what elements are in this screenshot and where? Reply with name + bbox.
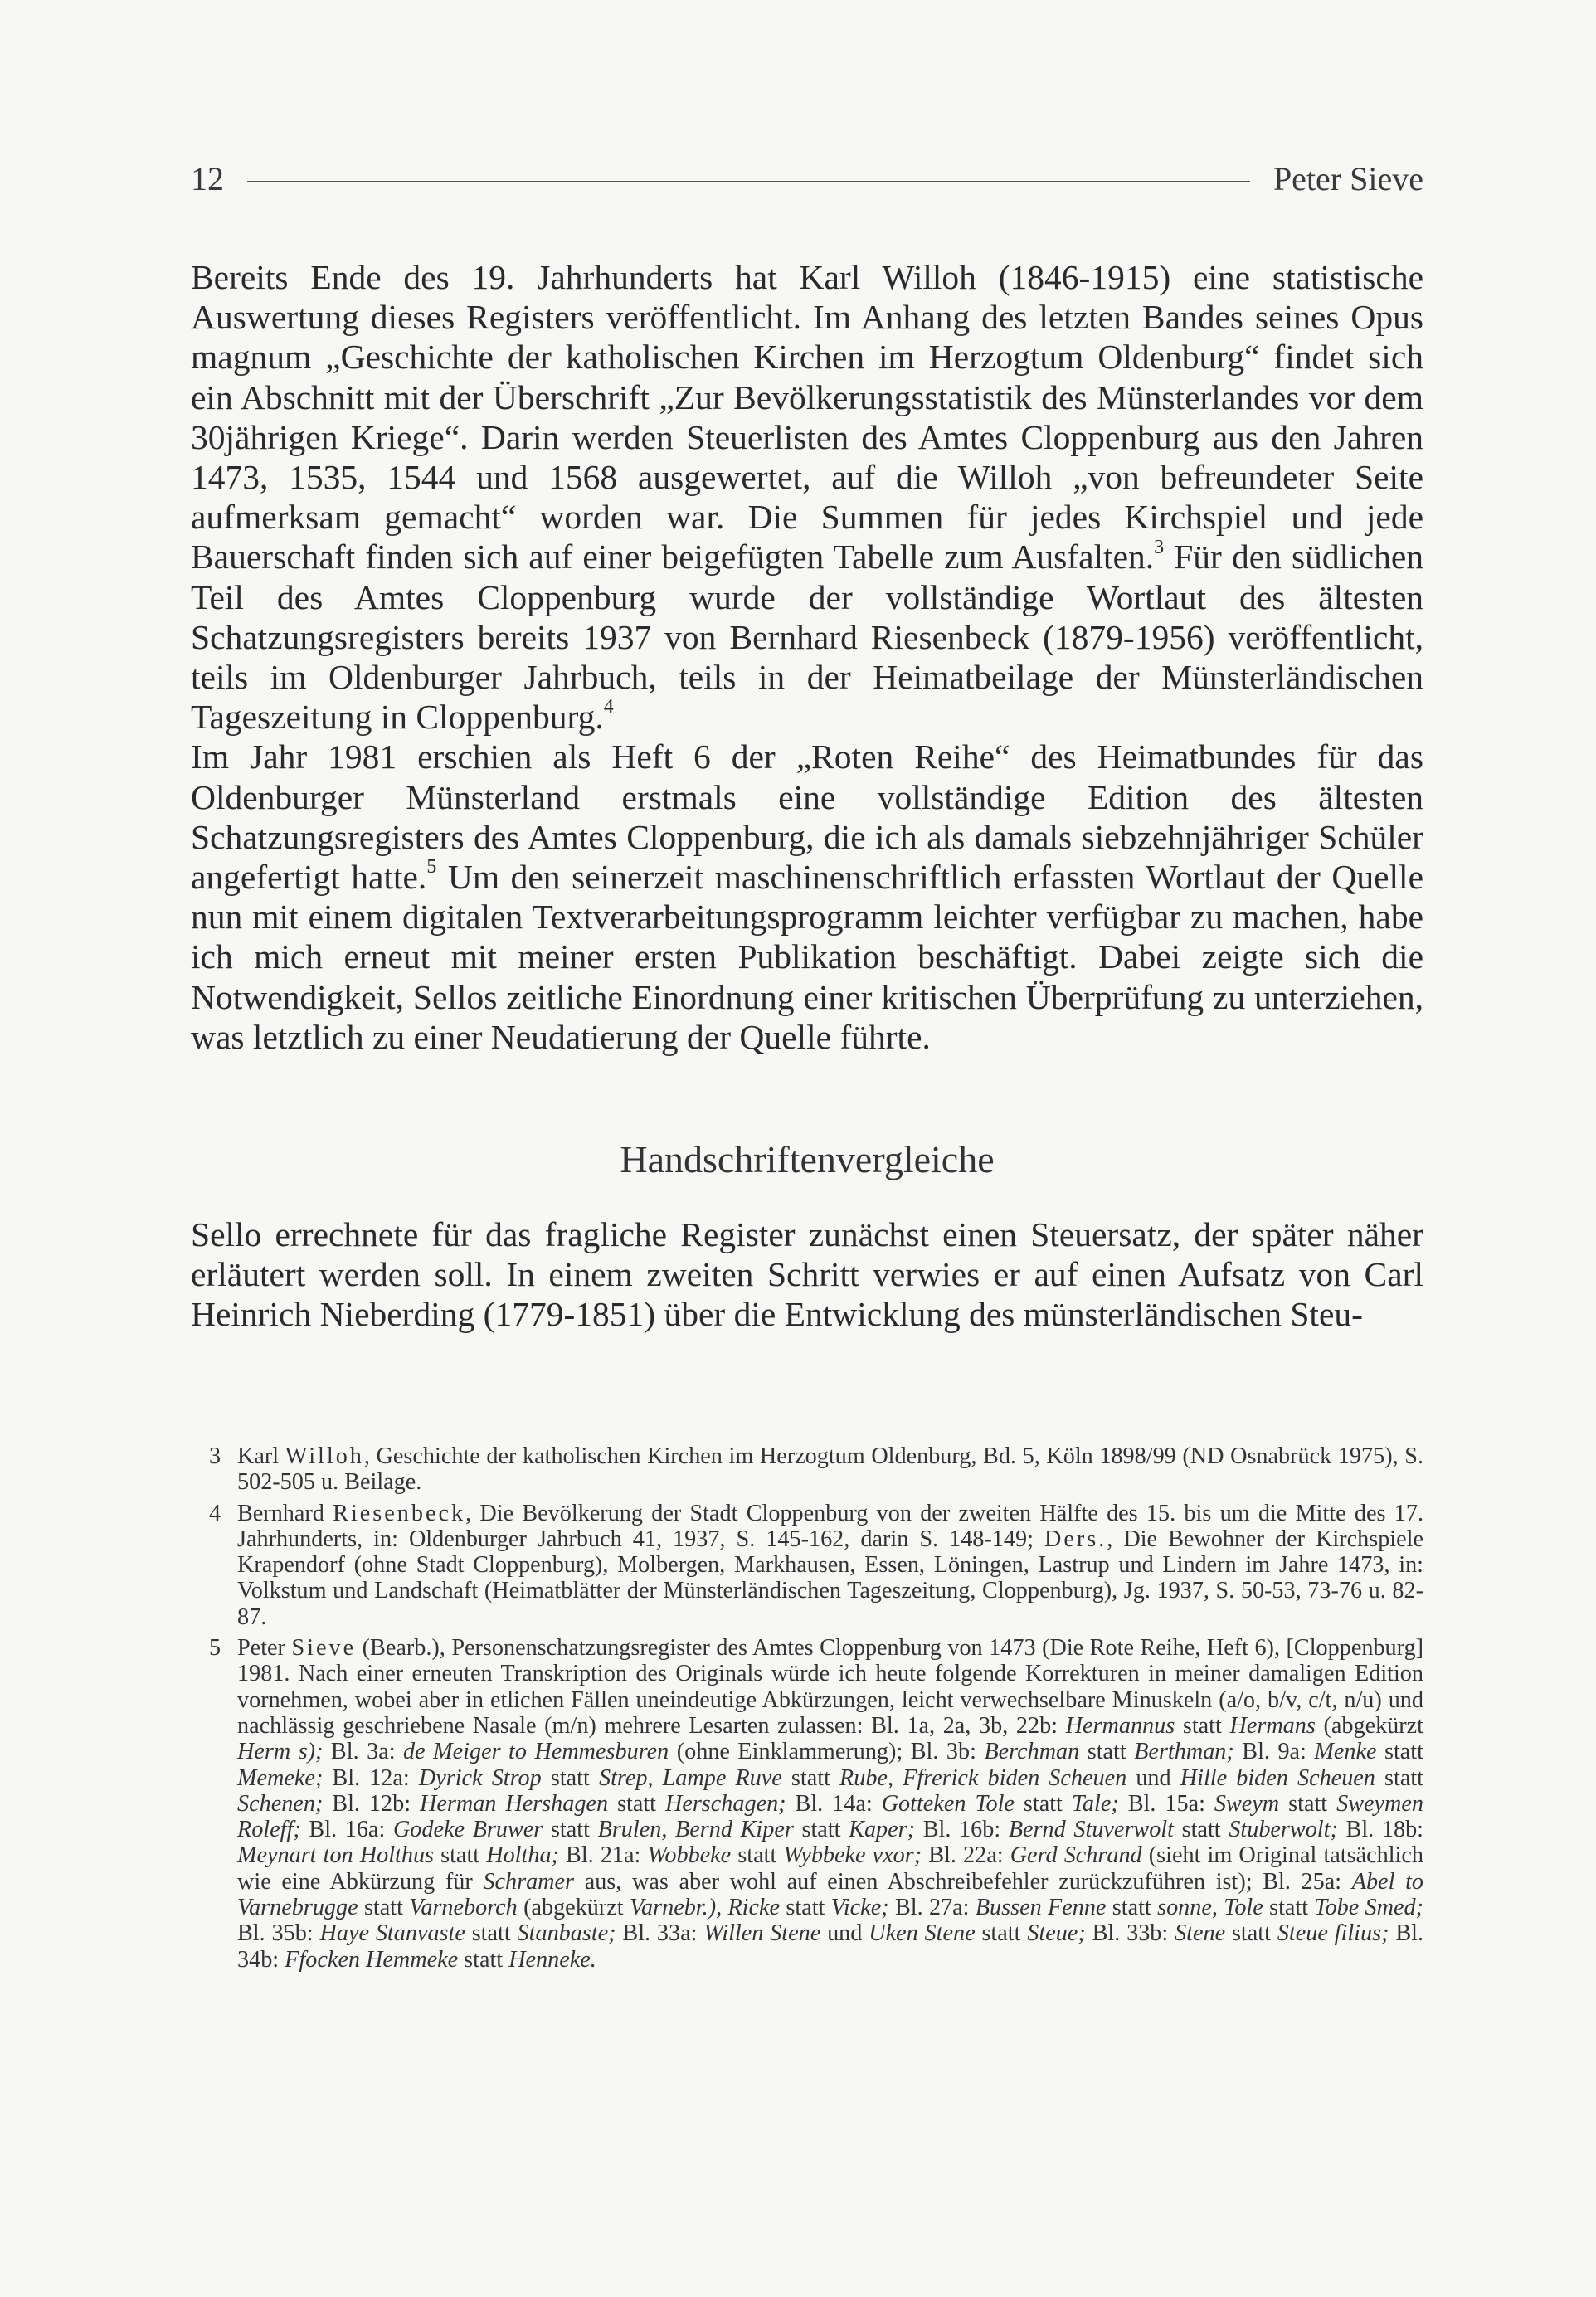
footnote-italic-name: Uken Stene (869, 1920, 976, 1947)
footnote-italic-name: Steue filius; (1277, 1920, 1389, 1947)
footnote-italic-name: Stanbaste; (517, 1920, 616, 1947)
footnote-text-segment: Bl. 14a: (786, 1790, 882, 1817)
running-head-author: Peter Sieve (1272, 159, 1423, 197)
footnote-text-segment: statt (1263, 1895, 1315, 1921)
footnote-text-segment: statt (1225, 1920, 1277, 1947)
footnote-text-segment: statt (541, 1764, 599, 1791)
footnote-text-segment: Bl. 16b: (915, 1817, 1009, 1843)
footnote-italic-name: Ffocken Hemmeke (285, 1946, 459, 1973)
footnote-text-segment: statt (975, 1920, 1028, 1947)
footnote-text-segment: statt (780, 1895, 831, 1921)
footnote-text-segment: statt (1175, 1712, 1230, 1739)
footnote-text: Karl Willoh, Geschichte der katholischen Kirchen im Herzogtum Oldenburg, Bd. 5, Köln 1898/99 (ND Osnabrück 1975), S. 502-505 u. Beilage. (237, 1443, 1423, 1496)
footnote-text-segment: statt (543, 1817, 598, 1843)
footnote-italic-name: Wybbeke vxor; (783, 1842, 922, 1869)
footnote-text-segment: (Bearb.), Personenschatzungsregister des Amtes Cloppenburg von 1473 (Die Rote Reihe, Heft 6), [Cloppenburg] 1981. Nach einer erneuten Transkription des Originals würde ich heute folgende Korrekturen in meiner damaligen Edition vornehmen, wobei aber in etlichen Fällen uneindeutige Abkürzungen, leicht verwechselbare Minuskeln (a/o, b/v, c/t, n/u) und nachlässig geschriebene Nasale (m/n) mehrere Lesarten zulassen: Bl. 1a, 2a, 3b, 22b: (237, 1635, 1423, 1739)
main-text (191, 257, 1423, 1057)
footnote-italic-name: Varnebr.), Ricke (629, 1895, 781, 1921)
footnote-text-segment: statt (1014, 1790, 1072, 1817)
footnote-text-segment: Bl. 34b: (237, 1920, 1423, 1973)
footnote-italic-name: Memeke; (237, 1764, 324, 1791)
footnote-text-segment: statt (1106, 1895, 1158, 1921)
footnote-text-segment: statt (1079, 1739, 1135, 1765)
page-number: 12 (191, 159, 224, 197)
footnote-text-segment: Bl. 21a: (558, 1842, 648, 1869)
footnote-italic-name: Wobbeke (647, 1842, 732, 1869)
footnote-italic-name: Henneke. (508, 1946, 596, 1973)
footnote-italic-name: Holtha; (486, 1842, 559, 1869)
footnote-italic-name: Tobe Smed; (1314, 1895, 1423, 1921)
body-paragraph-2: Im Jahr 1981 erschien als Heft 6 der „Roten Reihe“ des Heimatbundes für das Oldenburger Münsterland erstmals eine vollständige Edition des ältesten Schatzungsregisters des Amtes Cloppenburg, die ich als damals siebzehnjähriger Schüler angefertigt hatte.$^5$ Um den seinerzeit maschinenschriftlich erfassten Wortlaut der Quelle nun mit einem digitalen Textverarbeitungsprogramm leichter verfügbar zu machen, habe ich mich erneut mit meiner ersten Publikation beschäftigt. Dabei zeigte sich die Notwendigkeit, Sellos zeitliche Einordnung einer kritischen Überprüfung zu unterziehen, was letztlich zu einer Neudatierung der Quelle führte. (191, 737, 1423, 1056)
footnote-text-segment: statt (434, 1842, 487, 1869)
footnote-text-segment: (abgekürzt (1315, 1712, 1424, 1739)
section-text (191, 1214, 1423, 1335)
footnote-text-segment: statt (465, 1920, 518, 1947)
footnote-text-segment: und (820, 1920, 869, 1947)
footnote-text-segment: statt (1279, 1790, 1337, 1817)
footnote-italic-name: Tale; (1071, 1790, 1119, 1817)
footnote-italic-name: Stene (1175, 1920, 1226, 1947)
footnote-italic-name: Abel to Varnebrugge (237, 1868, 1423, 1921)
footnote-text-segment: Bl. 3a: (323, 1739, 404, 1765)
footnote-italic-name: Herschagen; (664, 1790, 786, 1817)
footnote-italic-name: Dyrick Strop (418, 1764, 542, 1791)
footnote-italic-name: de Meiger to Hemmesburen (403, 1739, 669, 1765)
footnote-italic-name: sonne, Tole (1157, 1895, 1263, 1921)
footnote-text-segment: Bl. 12a: (323, 1764, 419, 1791)
footnote-text-segment: Bl. 12b: (323, 1790, 420, 1817)
footnote-3 (209, 1443, 1423, 1496)
footnote-ref-4[interactable]: 4 (603, 696, 614, 718)
footnote-ref-5[interactable]: 5 (426, 856, 437, 878)
footnote-italic-name: Schenen; (237, 1790, 324, 1817)
footnote-italic-name: Meynart ton Holthus (237, 1842, 435, 1869)
footnote-text-segment: statt (358, 1895, 410, 1921)
footnote-italic-name: Gotteken Tole (881, 1790, 1015, 1817)
footnote-italic-name: Vicke; (830, 1895, 889, 1921)
footnote-italic-name: Sweym (1214, 1790, 1280, 1817)
footnote-text-segment: (abgekürzt (517, 1895, 630, 1921)
footnote-text-segment: statt (1375, 1764, 1424, 1791)
footnote-5 (209, 1635, 1423, 1973)
footnote-italic-name: Bussen Fenne (975, 1895, 1107, 1921)
footnote-text-segment: Bl. 18b: (1337, 1817, 1424, 1843)
footnote-text-segment: Bl. 27a: (888, 1895, 976, 1921)
footnote-italic-name: Brulen, Bernd Kiper (597, 1817, 794, 1843)
footnote-text: Peter Sieve (Bearb.), Personenschatzungsregister des Amtes Cloppenburg von 1473 (Die Rote Reihe, Heft 6), [Cloppenburg] 1981. Nach einer erneuten Transkription des Originals würde ich heute folgende Korrekturen in meiner damaligen Edition vornehmen, wobei aber in etlichen Fällen uneindeutige Abkürzungen, leicht verwechselbare Minuskeln (a/o, b/v, c/t, n/u) und nachlässig geschriebene Nasale (m/n) mehrere Lesarten zulassen: Bl. 1a, 2a, 3b, 22b: Hermannus statt Hermans (abgekürzt Herm s); Bl. 3a: de Meiger to Hemmesburen (ohne Einklammerung); Bl. 3b: Berchman statt Berthman; Bl. 9a: Menke statt Memeke; Bl. 12a: Dyrick Strop statt Strep, Lampe Ruve statt Rube, Ffrerick biden Scheuen und Hille biden Scheuen statt Schenen; Bl. 12b: Herman Hershagen statt Herschagen; Bl. 14a: Gotteken Tole statt Tale; Bl. 15a: Sweym statt Sweymen Roleff; Bl. 16a: Godeke Bruwer statt Brulen, Bernd Kiper statt Kaper; Bl. 16b: Bernd Stuverwolt statt Stuberwolt; Bl. 18b: Meynart ton Holthus statt Holtha; Bl. 21a: Wobbeke statt Wybbeke vxor; Bl. 22a: Gerd Schrand (sieht im Original tatsächlich wie eine Abkürzung für Schramer aus, was aber wohl auf einen Abschreibefehler zurückzuführen ist); Bl. 25a: Abel to Varnebrugge statt Varneborch (abgekürzt Varnebr.), Ricke statt Vicke; Bl. 27a: Bussen Fenne statt sonne, Tole statt Tobe Smed; Bl. 35b: Haye Stanvaste statt Stanbaste; Bl. 33a: Willen Stene und Uken Stene statt Steue; Bl. 33b: Stene statt Steue filius; Bl. 34b: Ffocken Hemmeke statt Henneke. (237, 1635, 1424, 1973)
footnote-italic-name: Varneborch (409, 1895, 518, 1921)
footnote-italic-name: Hille biden Scheuen (1180, 1764, 1375, 1791)
footnote-text-segment: statt (781, 1764, 840, 1791)
running-head (191, 153, 1423, 203)
footnote-text-segment: statt (1173, 1817, 1229, 1843)
footnote-italic-name: Hermans (1229, 1712, 1316, 1739)
footnote-number: 5 (209, 1635, 221, 1662)
footnote-italic-name: Berchman (984, 1739, 1080, 1765)
section-paragraph: Sello errechnete für das fragliche Register zunächst einen Steuersatz, der später näher erläutert werden soll. In einem zweiten Schritt verwies er auf einen Aufsatz von Carl Heinrich Nieberding (1779-1851) über die Entwicklung des münsterländischen Steu- (191, 1215, 1423, 1334)
footnote-text-segment: statt (608, 1790, 665, 1817)
footnote-italic-name: Stuberwolt; (1229, 1817, 1338, 1843)
footnote-text-segment: Bl. 16a: (300, 1817, 393, 1843)
footnote-italic-name: Sweymen Roleff; (237, 1790, 1423, 1843)
footnote-italic-name: Hermannus (1065, 1712, 1175, 1739)
footnote-text-segment: Bl. 22a: (922, 1842, 1010, 1869)
footnote-italic-name: Godeke Bruwer (392, 1817, 543, 1843)
footnote-number: 3 (209, 1443, 221, 1469)
footnote-text-segment: Bl. 33a: (616, 1920, 704, 1947)
footnote-italic-name: Bernd Stuverwolt (1008, 1817, 1174, 1843)
footnote-text-segment: Bl. 35b: (237, 1920, 320, 1947)
footnote-text-segment: statt (1376, 1739, 1423, 1765)
footnote-italic-name: Haye Stanvaste (319, 1920, 465, 1947)
footnote-italic-name: Steue; (1027, 1920, 1086, 1947)
footnote-italic-name: Kaper; (849, 1817, 916, 1843)
footnote-italic-name: Herman Hershagen (420, 1790, 609, 1817)
footnote-4 (209, 1501, 1423, 1630)
footnote-italic-name: Herm s); (237, 1739, 324, 1765)
footnote-italic-name: Willen Stene (703, 1920, 821, 1947)
footnote-text-segment: statt (458, 1946, 509, 1973)
footnote-text-segment: (sieht im Original tatsächlich wie eine Abkürzung für (237, 1842, 1423, 1895)
footnote-text-segment: und (1126, 1764, 1180, 1791)
footnote-text-segment: Bl. 15a: (1118, 1790, 1214, 1817)
body-paragraph-1: Bereits Ende des 19. Jahrhunderts hat Karl Willoh (1846-1915) eine statistische Auswertung dieses Registers veröffentlicht. Im Anhang des letzten Bandes seines Opus magnum „Geschichte der katholischen Kirchen im Herzogtum Oldenburg“ findet sich ein Abschnitt mit der Überschrift „Zur Bevölkerungsstatistik des Münsterlandes vor dem 30jährigen Kriege“. Darin werden Steuerlisten des Amtes Cloppenburg aus den Jahren 1473, 1535, 1544 und 1568 ausgewertet, auf die Willoh „von befreundeter Seite aufmerksam gemacht“ worden war. Die Summen für jedes Kirchspiel und jede Bauerschaft finden sich auf einer beigefügten Tabelle zum Ausfalten.$^3$ Für den südlichen Teil des Amtes Cloppenburg wurde der vollständige Wortlaut des ältesten Schatzungsregisters bereits 1937 von Bernhard Riesenbeck (1879-1956) veröffentlicht, teils im Oldenburger Jahrbuch, teils in der Heimatbeilage der Münsterländischen Tageszeitung in Cloppenburg.$^4$ (191, 258, 1423, 737)
footnote-number: 4 (209, 1500, 221, 1526)
footnote-italic-name: Menke (1314, 1739, 1377, 1765)
footnote-italic-name: Strep, Lampe Ruve (598, 1764, 782, 1791)
footnote-italic-name: Gerd Schrand (1010, 1842, 1142, 1869)
footnote-italic-name: Berthman; (1134, 1739, 1234, 1765)
footnote-text-segment: Bl. 9a: (1233, 1739, 1315, 1765)
header-rule (247, 181, 1250, 182)
section-heading: Handschriftenvergleiche (620, 1138, 995, 1180)
footnote-italic-name: Rube, Ffrerick biden Scheuen (839, 1764, 1127, 1791)
footnotes (209, 1443, 1423, 1978)
footnote-text-segment: statt (731, 1842, 784, 1869)
footnote-text-segment: (ohne Einklammerung); Bl. 3b: (669, 1739, 985, 1765)
footnote-ref-3[interactable]: 3 (1154, 536, 1165, 558)
footnote-italic-name: Schramer (483, 1868, 575, 1895)
footnote-text: Bernhard Riesenbeck, Die Bevölkerung der Stadt Cloppenburg von der zweiten Hälfte des 15. bis um die Mitte des 17. Jahrhunderts, in: Oldenburger Jahrbuch 41, 1937, S. 145-162, darin S. 148-149; Ders., Die Bewohner der Kirchspiele Krapendorf (ohne Stadt Cloppenburg), Molbergen, Markhausen, Essen, Löningen, Lastrup und Lindern im Jahre 1473, in: Volkstum und Landschaft (Heimatblätter der Münsterländischen Tageszeitung, Cloppenburg), Jg. 1937, S. 50-53, 73-76 u. 82-87. (237, 1500, 1423, 1630)
footnote-text-segment: Bl. 33b: (1085, 1920, 1175, 1947)
footnote-text-segment: aus, was aber wohl auf einen Abschreibefehler zurückzuführen ist); Bl. 25a: (574, 1868, 1352, 1895)
footnote-text-segment: statt (793, 1817, 849, 1843)
